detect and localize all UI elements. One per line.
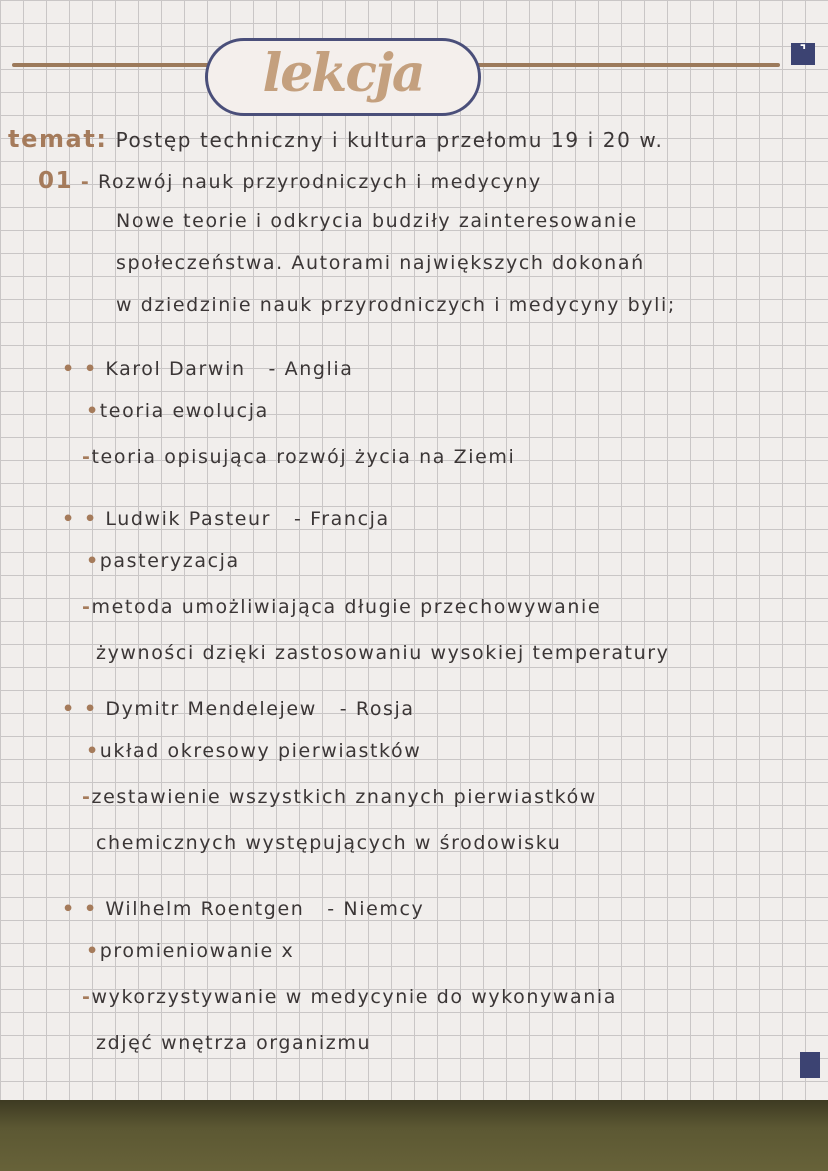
description-line: -teoria opisująca rozwój życia na Ziemi [82, 446, 516, 468]
header-rule-left [12, 63, 212, 67]
intro-line: w dziedzinie nauk przyrodniczych i medycyny byli; [116, 294, 676, 316]
lesson-title: lekcja [205, 38, 481, 116]
person-country: - Francja [294, 508, 390, 530]
person-name: Dymitr Mendelejew [105, 698, 317, 720]
person-country: - Anglia [268, 358, 354, 380]
discovery-line: •pasteryzacja [86, 550, 240, 572]
description-text: zestawienie wszystkich znanych pierwiastków [91, 786, 597, 808]
person-country: - Rosja [339, 698, 415, 720]
person-name-line: • • Wilhelm Roentgen - Niemcy [62, 898, 425, 920]
description-text: wykorzystywanie w medycynie do wykonywania [91, 986, 618, 1008]
corner-marker-icon: ⌝ [791, 43, 815, 65]
person-name-line: • • Ludwik Pasteur - Francja [62, 508, 390, 530]
person-name: Ludwik Pasteur [105, 508, 272, 530]
description-line: -zestawienie wszystkich znanych pierwiastków [82, 786, 597, 808]
discovery-line: •układ okresowy pierwiastków [86, 740, 422, 762]
description-text: żywności dzięki zastosowaniu wysokiej temperatury [96, 642, 670, 664]
section-number: 01 [38, 168, 74, 194]
discovery-line: •promieniowanie x [86, 940, 295, 962]
discovery: promieniowanie x [99, 940, 295, 962]
topic-label: temat: [8, 125, 108, 153]
description-line: -wykorzystywanie w medycynie do wykonywania [82, 986, 618, 1008]
person-name: Karol Darwin [105, 358, 246, 380]
description-line [96, 642, 670, 664]
topic-text: Postęp techniczny i kultura przełomu 19 i 20 w. [115, 128, 664, 152]
table-surface [0, 1100, 828, 1171]
description-line [96, 832, 561, 854]
topic-line [8, 125, 663, 153]
discovery: teoria ewolucja [99, 400, 269, 422]
description-line: -metoda umożliwiająca długie przechowywanie [82, 596, 602, 618]
person-name-line: • • Karol Darwin - Anglia [62, 358, 354, 380]
header-rule-right [470, 63, 780, 67]
section-title: Rozwój nauk przyrodniczych i medycyny [98, 171, 542, 193]
corner-marker-icon [800, 1052, 820, 1078]
discovery-line: •teoria ewolucja [86, 400, 269, 422]
person-name: Wilhelm Roentgen [105, 898, 305, 920]
section-heading: 01 - Rozwój nauk przyrodniczych i medycyny [38, 168, 542, 194]
discovery: pasteryzacja [99, 550, 240, 572]
person-name-line: • • Dymitr Mendelejew - Rosja [62, 698, 415, 720]
discovery: układ okresowy pierwiastków [99, 740, 422, 762]
description-text: teoria opisująca rozwój życia na Ziemi [91, 446, 516, 468]
intro-line: społeczeństwa. Autorami największych dokonań [116, 252, 645, 274]
person-country: - Niemcy [327, 898, 425, 920]
description-text: metoda umożliwiająca długie przechowywanie [91, 596, 602, 618]
description-text: zdjęć wnętrza organizmu [96, 1032, 372, 1054]
description-line [96, 1032, 371, 1054]
intro-line: Nowe teorie i odkrycia budziły zainteresowanie [116, 210, 638, 232]
description-text: chemicznych występujących w środowisku [96, 832, 562, 854]
